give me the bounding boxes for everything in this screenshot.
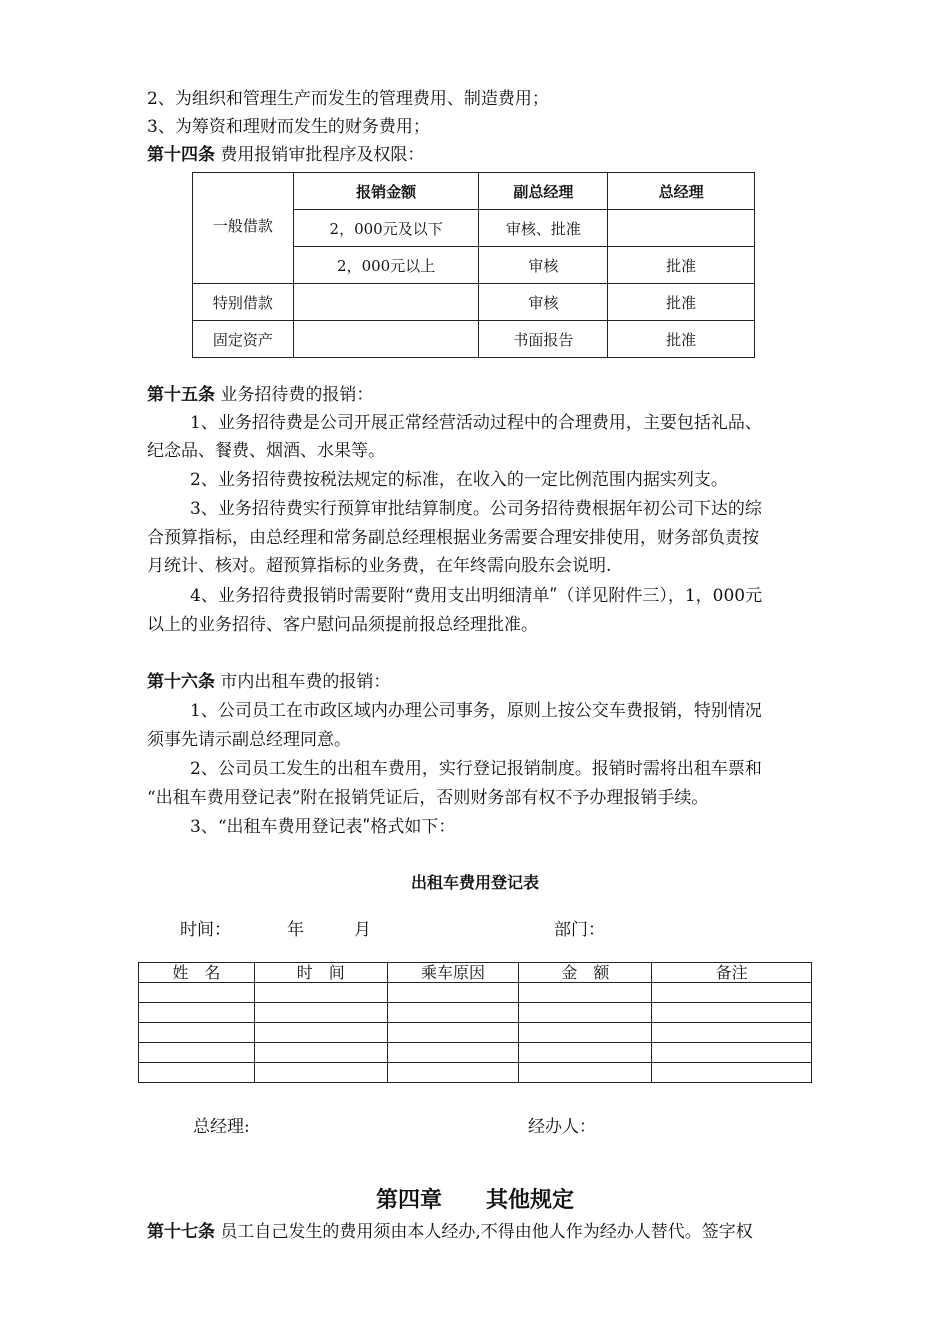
row2-gm: 批准 (608, 247, 755, 284)
intro-line-2: 2、为组织和管理生产而发生的管理费用、制造费用； (147, 89, 549, 109)
article-14-label: 第十四条 (147, 145, 215, 165)
art16-line: 1、公司员工在市政区域内办理公司事务，原则上按公交车费报销，特别情况 (190, 701, 762, 721)
taxi-form-table (138, 962, 812, 1083)
intro-line-3: 3、为筹资和理财而发生的财务费用； (147, 117, 430, 137)
table-row (139, 1043, 812, 1063)
art16-line: 3、“出租车费用登记表ʺ格式如下： (190, 817, 456, 837)
article-14-heading (147, 142, 424, 168)
row2-vp: 审核 (479, 247, 608, 284)
header-gm: 总经理 (608, 173, 755, 210)
time-label: 时间： (180, 920, 231, 940)
table-row (139, 983, 812, 1003)
special-vp: 审核 (479, 284, 608, 321)
article-17-heading (147, 1219, 753, 1245)
art15-line: 4、业务招待费报销时需要附“费用支出明细清单ʺ（详见附件三），1，000元 (190, 586, 763, 606)
art15-line: 纪念品、餐费、烟酒、水果等。 (147, 441, 385, 461)
art16-line: “出租车费用登记表”附在报销凭证后，否则财务部有权不予办理报销手续。 (147, 788, 709, 808)
art16-line: 2、公司员工发生的出租车费用，实行登记报销制度。报销时需将出租车票和 (190, 759, 762, 779)
col-remark: 备注 (652, 963, 812, 983)
fixed-vp: 书面报告 (479, 321, 608, 358)
row2-amount: 2，000元以上 (293, 247, 479, 284)
article-14-text: 费用报销审批程序及权限： (220, 145, 425, 165)
month-label: 月 (354, 920, 371, 940)
art15-line: 合预算指标，由总经理和常务副总经理根据业务需要合理安排使用，财务部负责按 (147, 528, 759, 548)
row1-gm (608, 210, 755, 247)
dept-label: 部门： (554, 920, 605, 940)
art16-line: 须事先请示副总经理同意。 (147, 730, 351, 750)
col-reason: 乘车原因 (387, 963, 519, 983)
table-row (139, 1063, 812, 1083)
article-15-heading (147, 382, 373, 408)
row1-amount: 2，000元及以下 (293, 210, 479, 247)
taxi-form-title: 出租车费用登记表 (410, 873, 539, 892)
handler-signature-label: 经办人： (528, 1117, 596, 1137)
fixed-amount (293, 321, 479, 358)
special-gm: 批准 (608, 284, 755, 321)
col-name: 姓 名 (139, 963, 255, 983)
special-amount (293, 284, 479, 321)
art15-line: 以上的业务招待、客户慰问品须提前报总经理批准。 (147, 615, 538, 635)
article-16-heading (147, 669, 390, 695)
art15-line: 月统计、核对。超预算指标的业务费，在年终需向股东会说明. (147, 556, 612, 576)
header-vp: 副总经理 (479, 173, 608, 210)
gm-signature-label: 总经理: (193, 1117, 250, 1137)
fixed-gm: 批准 (608, 321, 755, 358)
article-15-text: 业务招待费的报销： (220, 385, 374, 405)
col-amount: 金 额 (519, 963, 652, 983)
article-17-label: 第十七条 (147, 1222, 215, 1242)
table-row (139, 1023, 812, 1043)
header-amount: 报销金额 (293, 173, 479, 210)
article-15-label: 第十五条 (147, 385, 215, 405)
article-16-text: 市内出租车费的报销： (220, 672, 391, 692)
art15-line: 1、业务招待费是公司开展正常经营活动过程中的合理费用，主要包括礼品、 (190, 413, 762, 433)
fixed-asset-cell: 固定资产 (193, 321, 294, 358)
art15-line: 2、业务招待费按税法规定的标准，在收入的一定比例范围内据实列支。 (190, 470, 728, 490)
art15-line: 3、业务招待费实行预算审批结算制度。公司务招待费根据年初公司下达的综 (190, 499, 762, 519)
year-label: 年 (287, 920, 304, 940)
article-16-label: 第十六条 (147, 672, 215, 692)
chapter-heading: 第四章 其他规定 (375, 1187, 574, 1213)
general-loan-cell: 一般借款 (193, 173, 294, 284)
special-loan-cell: 特别借款 (193, 284, 294, 321)
approval-table (192, 172, 755, 358)
row1-vp: 审核、批准 (479, 210, 608, 247)
article-17-text: 员工自己发生的费用须由本人经办,不得由他人作为经办人替代。签字权 (220, 1222, 753, 1242)
col-time: 时 间 (254, 963, 387, 983)
table-row (139, 1003, 812, 1023)
